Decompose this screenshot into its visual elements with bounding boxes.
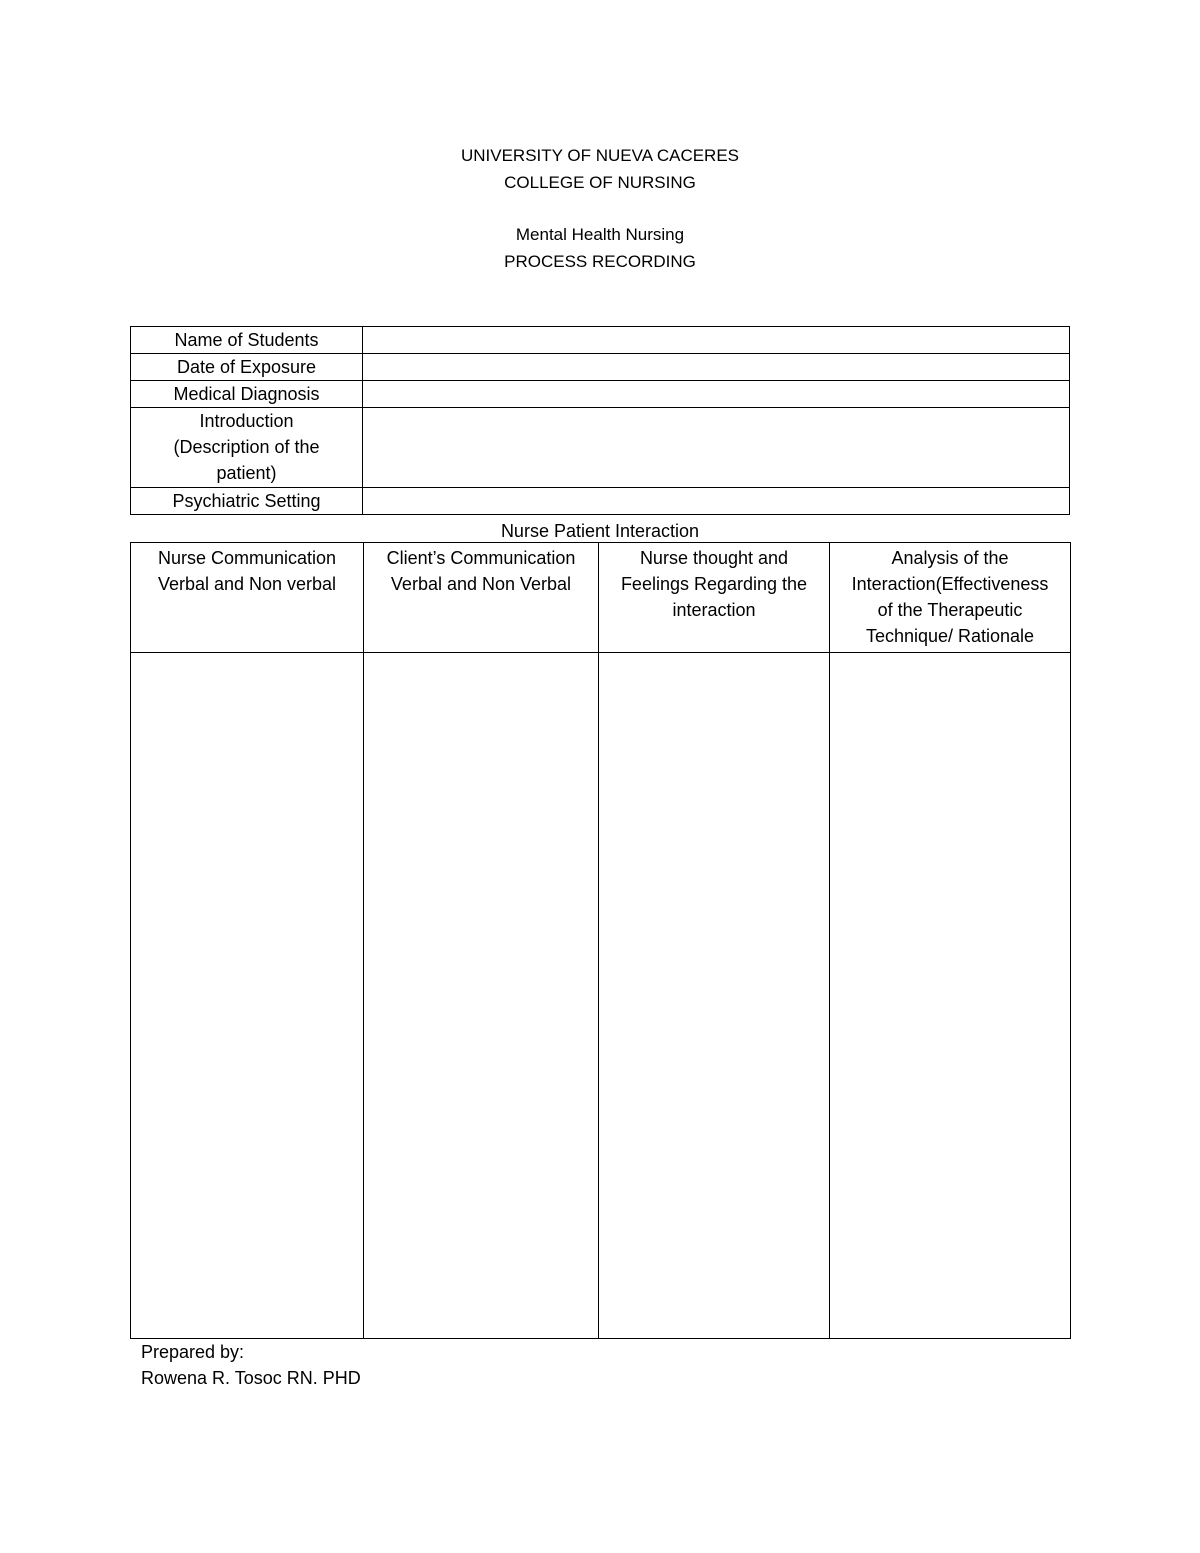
col-header-analysis xyxy=(830,543,1071,653)
cell-nurse-communication[interactable] xyxy=(131,653,364,1339)
cell-client-communication[interactable] xyxy=(364,653,599,1339)
value-psychiatric-setting[interactable] xyxy=(363,488,1070,515)
col-header-line: Analysis of the xyxy=(891,548,1009,568)
cell-analysis[interactable] xyxy=(830,653,1071,1339)
col-header-line: Technique/ Rationale xyxy=(865,626,1035,646)
interaction-body-row xyxy=(131,653,1071,1339)
col-header-line: Nurse Communication xyxy=(157,548,337,568)
col-header-line: Verbal and Non verbal xyxy=(157,574,337,594)
college-name: COLLEGE OF NURSING xyxy=(504,173,696,192)
value-name-of-students[interactable] xyxy=(363,327,1070,354)
label-name-of-students: Name of Students xyxy=(131,327,363,354)
prepared-by-label: Prepared by: xyxy=(141,1342,245,1362)
subject-title: Mental Health Nursing xyxy=(515,225,685,244)
label-introduction xyxy=(131,408,363,488)
info-row-setting xyxy=(131,488,1070,515)
col-header-line: Client’s Communication xyxy=(386,548,576,568)
value-date-of-exposure[interactable] xyxy=(363,354,1070,381)
cell-nurse-thought[interactable] xyxy=(599,653,830,1339)
label-psychiatric-setting: Psychiatric Setting xyxy=(131,488,363,515)
info-row-students xyxy=(131,327,1070,354)
info-row-diagnosis xyxy=(131,381,1070,408)
col-header-line: Nurse thought and xyxy=(639,548,789,568)
value-medical-diagnosis[interactable] xyxy=(363,381,1070,408)
col-header-nurse-thought xyxy=(599,543,830,653)
col-header-line: of the Therapeutic xyxy=(877,600,1023,620)
label-introduction-line: (Description of the xyxy=(173,437,320,457)
col-header-line: interaction xyxy=(672,600,756,620)
label-introduction-line: Introduction xyxy=(199,411,294,431)
col-header-line: Feelings Regarding the xyxy=(620,574,808,594)
col-header-nurse-communication xyxy=(131,543,364,653)
form-title: PROCESS RECORDING xyxy=(504,252,696,271)
info-row-introduction xyxy=(131,408,1070,488)
label-medical-diagnosis: Medical Diagnosis xyxy=(131,381,363,408)
col-header-client-communication xyxy=(364,543,599,653)
value-introduction[interactable] xyxy=(363,408,1070,488)
col-header-line: Interaction(Effectiveness xyxy=(851,574,1049,594)
label-introduction-line: patient) xyxy=(216,463,277,483)
student-info-table xyxy=(130,326,1070,515)
preparer-name: Rowena R. Tosoc RN. PHD xyxy=(141,1368,361,1388)
university-name: UNIVERSITY OF NUEVA CACERES xyxy=(460,146,740,165)
interaction-table xyxy=(130,542,1071,1339)
col-header-line: Verbal and Non Verbal xyxy=(390,574,572,594)
info-row-date xyxy=(131,354,1070,381)
label-date-of-exposure: Date of Exposure xyxy=(131,354,363,381)
interaction-header-row xyxy=(131,543,1071,653)
interaction-title: Nurse Patient Interaction xyxy=(500,521,700,541)
